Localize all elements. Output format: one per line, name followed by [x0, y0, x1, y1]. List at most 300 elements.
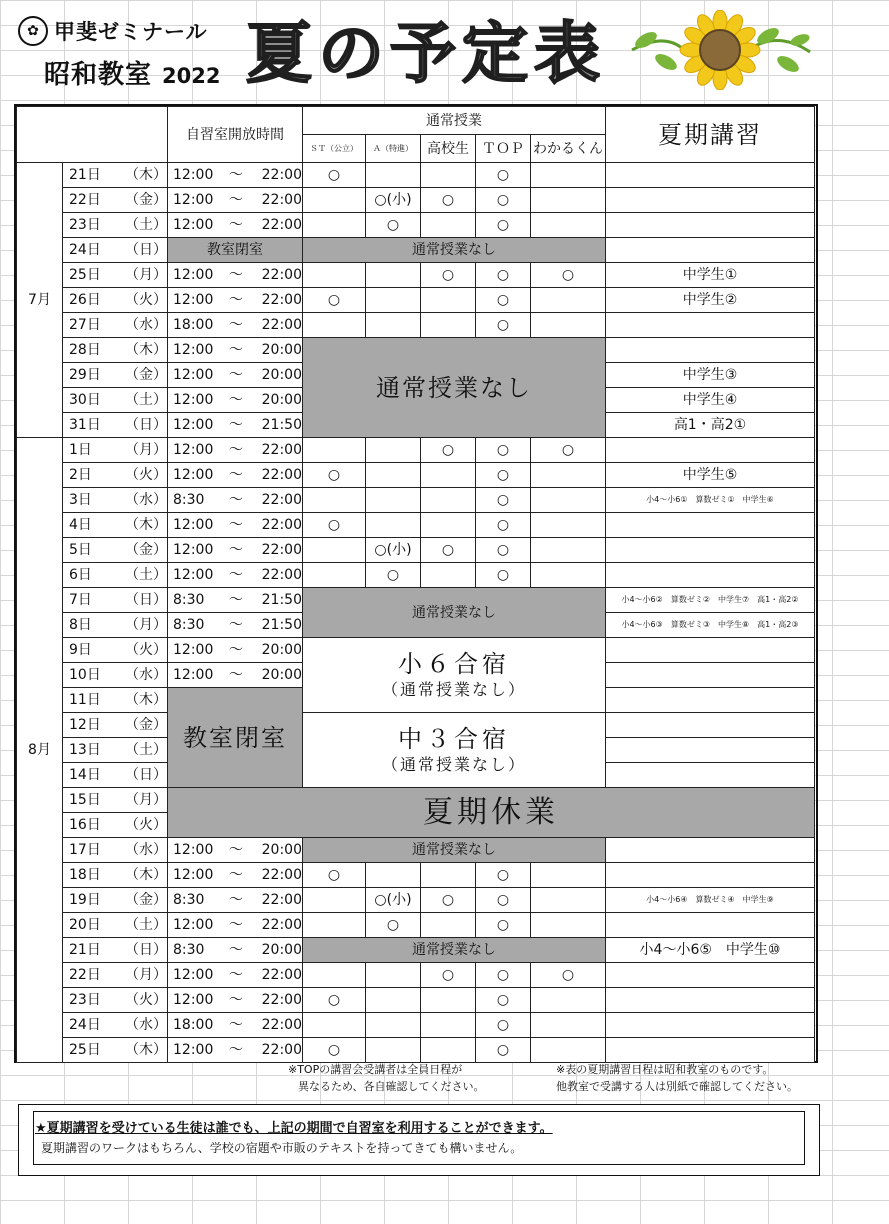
time-separator: 〜 [228, 967, 243, 983]
footnote-top-line1: ※TOPの講習会受講者は全員日程が [288, 1063, 463, 1076]
header-top: ＴＯＰ [475, 134, 531, 163]
open-time: 12:00 [173, 167, 214, 183]
class-highschool-cell [420, 212, 476, 238]
open-hours-cell [167, 837, 303, 863]
class-wakarukun-cell: ○ [530, 962, 606, 988]
class-top-cell: ○ [475, 1037, 531, 1063]
class-highschool-cell [420, 912, 476, 938]
footnote-classroom [556, 1062, 798, 1095]
weekday-label: （火） [125, 817, 167, 833]
open-hours-cell [167, 487, 303, 513]
weekday-label: （金） [125, 542, 167, 558]
time-separator: 〜 [228, 417, 243, 433]
date-cell [62, 462, 168, 488]
class-st-cell [302, 537, 366, 563]
time-separator: 〜 [228, 542, 243, 558]
open-time: 8:30 [173, 892, 205, 908]
class-a-cell [365, 487, 421, 513]
close-time: 22:00 [261, 1017, 302, 1033]
time-separator: 〜 [228, 342, 243, 358]
time-separator: 〜 [228, 867, 243, 883]
class-top-cell: ○ [475, 1012, 531, 1038]
year-label: 2022 [162, 64, 221, 88]
day-label: 29日 [69, 367, 101, 383]
class-top-cell: ○ [475, 262, 531, 288]
open-hours-cell [167, 337, 303, 363]
open-hours-cell [167, 1012, 303, 1038]
date-cell [62, 637, 168, 663]
class-highschool-cell [420, 512, 476, 538]
summer-course-cell [605, 312, 815, 338]
summer-course-cell [605, 1037, 815, 1063]
day-label: 24日 [69, 1017, 101, 1033]
day-label: 17日 [69, 842, 101, 858]
date-cell [62, 362, 168, 388]
no-class-block: 通常授業なし [302, 337, 606, 438]
class-top-cell: ○ [475, 487, 531, 513]
day-label: 18日 [69, 867, 101, 883]
date-cell [62, 337, 168, 363]
class-wakarukun-cell: ○ [530, 437, 606, 463]
time-separator: 〜 [228, 592, 243, 608]
summer-course-cell: 小4〜小6⑤ 中学生⑩ [605, 937, 815, 963]
day-label: 2日 [69, 467, 92, 483]
day-label: 20日 [69, 917, 101, 933]
open-time: 12:00 [173, 442, 214, 458]
summer-course-cell [605, 862, 815, 888]
class-wakarukun-cell [530, 1012, 606, 1038]
open-hours-cell [167, 262, 303, 288]
classroom-closed-cell: 教室閉室 [167, 237, 303, 263]
open-time: 12:00 [173, 267, 214, 283]
summer-course-cell [605, 512, 815, 538]
date-cell [62, 187, 168, 213]
open-time: 12:00 [173, 367, 214, 383]
class-wakarukun-cell [530, 287, 606, 313]
class-top-cell: ○ [475, 537, 531, 563]
close-time: 22:00 [261, 467, 302, 483]
month-july: 7月 [16, 162, 63, 438]
class-a-cell [365, 437, 421, 463]
class-top-cell: ○ [475, 287, 531, 313]
class-highschool-cell: ○ [420, 262, 476, 288]
open-hours-cell [167, 587, 303, 613]
day-label: 31日 [69, 417, 101, 433]
class-st-cell [302, 187, 366, 213]
class-highschool-cell [420, 987, 476, 1013]
time-separator: 〜 [228, 317, 243, 333]
class-wakarukun-cell [530, 462, 606, 488]
date-cell [62, 562, 168, 588]
close-time: 20:00 [261, 367, 302, 383]
weekday-label: （日） [125, 942, 167, 958]
open-hours-cell [167, 562, 303, 588]
open-hours-cell [167, 912, 303, 938]
class-wakarukun-cell: ○ [530, 262, 606, 288]
open-time: 18:00 [173, 1017, 214, 1033]
summer-course-cell [605, 912, 815, 938]
time-separator: 〜 [228, 392, 243, 408]
summer-course-cell: 高1・高2① [605, 412, 815, 438]
open-hours-cell [167, 887, 303, 913]
date-cell [62, 712, 168, 738]
open-time: 12:00 [173, 867, 214, 883]
class-wakarukun-cell [530, 512, 606, 538]
class-st-cell [302, 437, 366, 463]
close-time: 20:00 [261, 842, 302, 858]
close-time: 22:00 [261, 267, 302, 283]
class-st-cell: ○ [302, 987, 366, 1013]
header-highschool: 高校生 [420, 134, 476, 163]
summer-course-cell: 小4〜小6① 算数ゼミ① 中学生⑥ [605, 487, 815, 513]
open-hours-cell [167, 987, 303, 1013]
header-date-blank [16, 106, 168, 163]
weekday-label: （土） [125, 567, 167, 583]
date-cell [62, 937, 168, 963]
weekday-label: （月） [125, 267, 167, 283]
no-class-cell: 通常授業なし [302, 237, 606, 263]
camp-grade6-title: 小６合宿 [398, 650, 510, 678]
summer-course-cell [605, 187, 815, 213]
summer-course-cell [605, 687, 815, 713]
weekday-label: （水） [125, 492, 167, 508]
time-separator: 〜 [228, 217, 243, 233]
weekday-label: （土） [125, 217, 167, 233]
date-cell [62, 487, 168, 513]
class-highschool-cell [420, 462, 476, 488]
close-time: 22:00 [261, 442, 302, 458]
classroom-name: 昭和教室 [44, 60, 153, 90]
schedule-table [14, 104, 818, 1063]
close-time: 21:50 [261, 617, 302, 633]
class-a-cell [365, 1012, 421, 1038]
open-time: 12:00 [173, 467, 214, 483]
day-label: 21日 [69, 167, 101, 183]
close-time: 22:00 [261, 967, 302, 983]
close-time: 20:00 [261, 667, 302, 683]
close-time: 20:00 [261, 942, 302, 958]
class-a-cell [365, 862, 421, 888]
summer-course-cell [605, 637, 815, 663]
weekday-label: （金） [125, 717, 167, 733]
time-separator: 〜 [228, 842, 243, 858]
class-top-cell: ○ [475, 562, 531, 588]
close-time: 20:00 [261, 642, 302, 658]
class-highschool-cell [420, 1037, 476, 1063]
class-top-cell: ○ [475, 162, 531, 188]
close-time: 21:50 [261, 592, 302, 608]
time-separator: 〜 [228, 467, 243, 483]
weekday-label: （火） [125, 467, 167, 483]
summer-course-cell: 中学生① [605, 262, 815, 288]
open-hours-cell [167, 212, 303, 238]
open-time: 8:30 [173, 492, 205, 508]
time-separator: 〜 [228, 367, 243, 383]
class-wakarukun-cell [530, 562, 606, 588]
day-label: 14日 [69, 767, 101, 783]
date-cell [62, 237, 168, 263]
class-a-cell [365, 312, 421, 338]
date-cell [62, 162, 168, 188]
class-st-cell [302, 912, 366, 938]
close-time: 21:50 [261, 417, 302, 433]
class-top-cell: ○ [475, 187, 531, 213]
open-hours-cell [167, 962, 303, 988]
notice-box [18, 1104, 820, 1176]
time-separator: 〜 [228, 917, 243, 933]
class-wakarukun-cell [530, 1037, 606, 1063]
classroom-closed-block: 教室閉室 [167, 687, 303, 788]
day-label: 10日 [69, 667, 101, 683]
weekday-label: （土） [125, 392, 167, 408]
time-separator: 〜 [228, 292, 243, 308]
open-time: 12:00 [173, 917, 214, 933]
close-time: 22:00 [261, 917, 302, 933]
date-cell [62, 387, 168, 413]
weekday-label: （日） [125, 767, 167, 783]
open-time: 8:30 [173, 592, 205, 608]
weekday-label: （木） [125, 692, 167, 708]
weekday-label: （火） [125, 642, 167, 658]
class-wakarukun-cell [530, 987, 606, 1013]
summer-course-cell [605, 987, 815, 1013]
day-label: 24日 [69, 242, 101, 258]
class-a-cell: ○ [365, 562, 421, 588]
summer-course-cell: 中学生④ [605, 387, 815, 413]
brand-logo [18, 16, 208, 46]
weekday-label: （火） [125, 992, 167, 1008]
class-st-cell: ○ [302, 162, 366, 188]
close-time: 20:00 [261, 392, 302, 408]
weekday-label: （水） [125, 317, 167, 333]
class-a-cell [365, 287, 421, 313]
open-hours-cell [167, 287, 303, 313]
weekday-label: （水） [125, 1017, 167, 1033]
no-class-cell: 通常授業なし [302, 837, 606, 863]
class-st-cell: ○ [302, 462, 366, 488]
day-label: 22日 [69, 967, 101, 983]
summer-course-cell: 中学生② [605, 287, 815, 313]
day-label: 9日 [69, 642, 92, 658]
date-cell [62, 737, 168, 763]
class-wakarukun-cell [530, 187, 606, 213]
open-hours-cell [167, 462, 303, 488]
summer-course-cell: 小4〜小6③ 算数ゼミ③ 中学生⑧ 高1・高2③ [605, 612, 815, 638]
time-separator: 〜 [228, 617, 243, 633]
header-wakarukun: わかるくん [530, 134, 606, 163]
class-wakarukun-cell [530, 212, 606, 238]
class-st-cell [302, 312, 366, 338]
weekday-label: （月） [125, 442, 167, 458]
class-highschool-cell: ○ [420, 537, 476, 563]
open-time: 12:00 [173, 342, 214, 358]
day-label: 6日 [69, 567, 92, 583]
camp-grade9-note: （通常授業なし） [381, 755, 526, 774]
class-highschool-cell [420, 312, 476, 338]
day-label: 15日 [69, 792, 101, 808]
class-wakarukun-cell [530, 487, 606, 513]
camp-grade9-block [302, 712, 606, 788]
class-a-cell [365, 262, 421, 288]
open-hours-cell [167, 162, 303, 188]
date-cell [62, 1012, 168, 1038]
close-time: 22:00 [261, 517, 302, 533]
sunflower-icon [628, 10, 814, 90]
time-separator: 〜 [228, 442, 243, 458]
header-st: ＳＴ（公立） [302, 134, 366, 163]
close-time: 22:00 [261, 317, 302, 333]
open-time: 8:30 [173, 617, 205, 633]
class-top-cell: ○ [475, 437, 531, 463]
date-cell [62, 787, 168, 813]
summer-course-cell [605, 737, 815, 763]
close-time: 22:00 [261, 867, 302, 883]
date-cell [62, 912, 168, 938]
class-a-cell: ○ [365, 912, 421, 938]
class-wakarukun-cell [530, 887, 606, 913]
open-time: 12:00 [173, 217, 214, 233]
close-time: 22:00 [261, 192, 302, 208]
close-time: 22:00 [261, 892, 302, 908]
open-time: 12:00 [173, 642, 214, 658]
class-highschool-cell: ○ [420, 187, 476, 213]
class-wakarukun-cell [530, 162, 606, 188]
open-hours-cell [167, 412, 303, 438]
open-time: 12:00 [173, 192, 214, 208]
footnote-classroom-line2: 他教室で受講する人は別紙で確認してください。 [556, 1079, 798, 1093]
weekday-label: （水） [125, 842, 167, 858]
summer-course-cell [605, 712, 815, 738]
weekday-label: （金） [125, 367, 167, 383]
day-label: 26日 [69, 292, 101, 308]
day-label: 1日 [69, 442, 92, 458]
summer-course-cell [605, 162, 815, 188]
open-time: 12:00 [173, 417, 214, 433]
class-top-cell: ○ [475, 462, 531, 488]
no-class-cell: 通常授業なし [302, 937, 606, 963]
class-highschool-cell: ○ [420, 962, 476, 988]
open-time: 18:00 [173, 317, 214, 333]
class-a-cell: ○(小) [365, 887, 421, 913]
date-cell [62, 287, 168, 313]
header-a: Ａ（特進） [365, 134, 421, 163]
summer-course-cell: 中学生③ [605, 362, 815, 388]
summer-course-cell [605, 337, 815, 363]
close-time: 22:00 [261, 1042, 302, 1058]
class-st-cell [302, 262, 366, 288]
open-time: 12:00 [173, 992, 214, 1008]
class-st-cell [302, 962, 366, 988]
class-top-cell: ○ [475, 512, 531, 538]
open-time: 12:00 [173, 667, 214, 683]
class-highschool-cell [420, 487, 476, 513]
date-cell [62, 962, 168, 988]
day-label: 8日 [69, 617, 92, 633]
summer-course-cell [605, 837, 815, 863]
time-separator: 〜 [228, 517, 243, 533]
open-hours-cell [167, 1037, 303, 1063]
class-wakarukun-cell [530, 912, 606, 938]
weekday-label: （月） [125, 792, 167, 808]
weekday-label: （木） [125, 342, 167, 358]
day-label: 28日 [69, 342, 101, 358]
class-top-cell: ○ [475, 887, 531, 913]
class-st-cell [302, 887, 366, 913]
header-open-hours: 自習室開放時間 [167, 106, 303, 163]
class-highschool-cell [420, 562, 476, 588]
classroom-label [44, 54, 220, 91]
class-top-cell: ○ [475, 312, 531, 338]
weekday-label: （日） [125, 242, 167, 258]
day-label: 13日 [69, 742, 101, 758]
open-time: 8:30 [173, 942, 205, 958]
header-summer-course: 夏期講習 [605, 106, 815, 163]
date-cell [62, 537, 168, 563]
date-cell [62, 687, 168, 713]
day-label: 12日 [69, 717, 101, 733]
day-label: 27日 [69, 317, 101, 333]
close-time: 22:00 [261, 292, 302, 308]
time-separator: 〜 [228, 267, 243, 283]
close-time: 20:00 [261, 342, 302, 358]
class-st-cell [302, 1012, 366, 1038]
class-st-cell: ○ [302, 287, 366, 313]
summer-course-cell [605, 762, 815, 788]
open-time: 12:00 [173, 392, 214, 408]
date-cell [62, 812, 168, 838]
day-label: 4日 [69, 517, 92, 533]
notice-body: 夏期講習のワークはもちろん、学校の宿題や市販のテキストを持ってきても構いません。 [41, 1141, 523, 1155]
close-time: 22:00 [261, 167, 302, 183]
summer-course-cell [605, 212, 815, 238]
open-hours-cell [167, 862, 303, 888]
class-highschool-cell: ○ [420, 437, 476, 463]
class-st-cell [302, 562, 366, 588]
day-label: 25日 [69, 267, 101, 283]
weekday-label: （木） [125, 167, 167, 183]
time-separator: 〜 [228, 1042, 243, 1058]
camp-grade9-title: 中３合宿 [398, 725, 510, 753]
weekday-label: （木） [125, 517, 167, 533]
month-august: 8月 [16, 437, 63, 1063]
day-label: 30日 [69, 392, 101, 408]
open-hours-cell [167, 387, 303, 413]
summer-course-cell: 小4〜小6④ 算数ゼミ④ 中学生⑨ [605, 887, 815, 913]
weekday-label: （月） [125, 967, 167, 983]
close-time: 22:00 [261, 217, 302, 233]
time-separator: 〜 [228, 942, 243, 958]
class-a-cell [365, 462, 421, 488]
weekday-label: （日） [125, 592, 167, 608]
camp-grade6-note: （通常授業なし） [381, 680, 526, 699]
summer-course-cell [605, 437, 815, 463]
date-cell [62, 862, 168, 888]
weekday-label: （月） [125, 617, 167, 633]
class-st-cell [302, 212, 366, 238]
summer-course-cell [605, 237, 815, 263]
time-separator: 〜 [228, 167, 243, 183]
class-top-cell: ○ [475, 862, 531, 888]
class-highschool-cell: ○ [420, 887, 476, 913]
class-a-cell: ○(小) [365, 537, 421, 563]
summer-course-cell: 中学生⑤ [605, 462, 815, 488]
class-wakarukun-cell [530, 312, 606, 338]
date-cell [62, 837, 168, 863]
crest-icon: ✿ [18, 16, 48, 46]
weekday-label: （土） [125, 917, 167, 933]
day-label: 23日 [69, 217, 101, 233]
class-a-cell [365, 1037, 421, 1063]
